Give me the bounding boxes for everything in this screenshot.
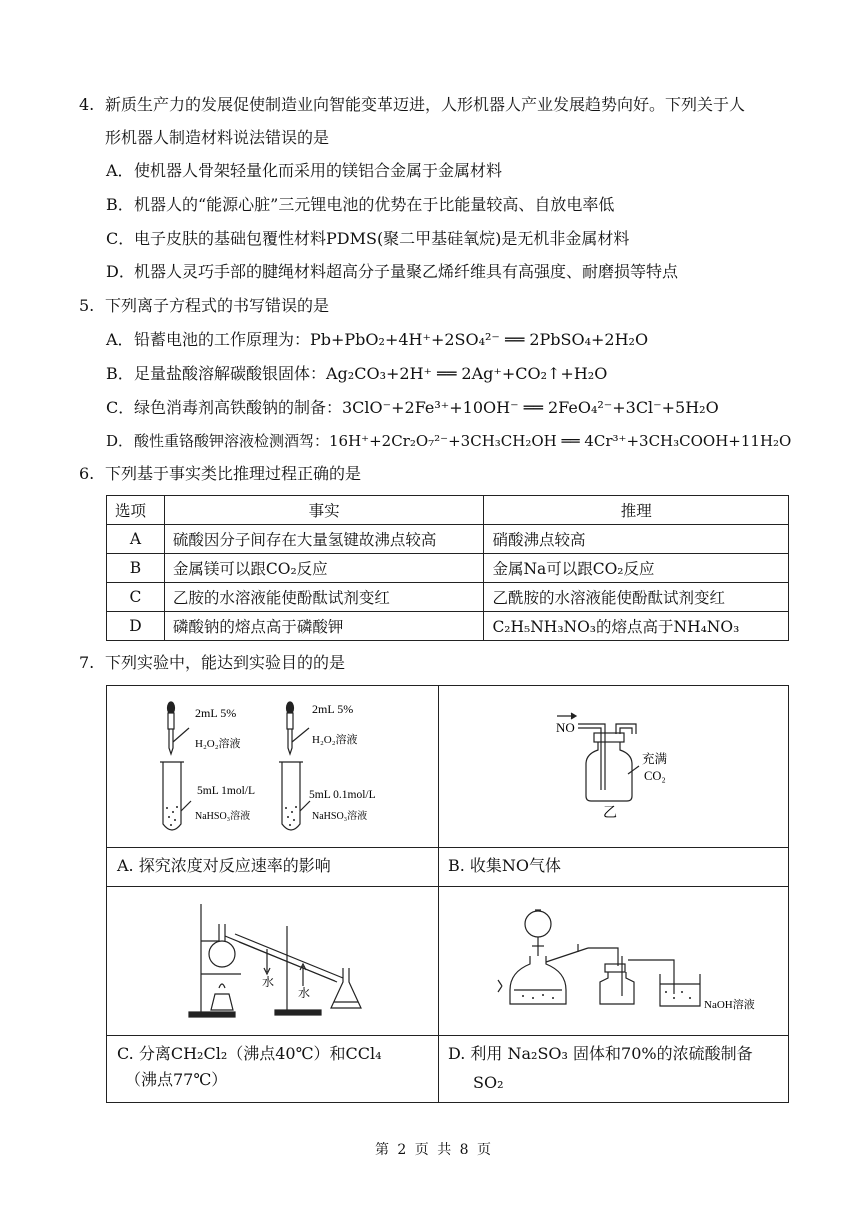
q7-number: 7. [79, 653, 95, 672]
caption-c-line1: C. 分离CH₂Cl₂（沸点40℃）和CCl₄ [117, 1044, 382, 1063]
table-row [107, 554, 789, 583]
caption-b: B. 收集NO气体 [448, 856, 562, 875]
dropper-1-solution: H₂O₂溶液 [195, 738, 241, 750]
header-inference: 推理 [484, 496, 789, 525]
test-tube-figure [107, 686, 438, 847]
row-option: D [107, 612, 165, 641]
row-option: C [107, 583, 165, 612]
q5-stem: 5. 下列离子方程式的书写错误的是 [79, 296, 330, 315]
q5-option-d: D．酸性重铬酸钾溶液检测酒驾：16H⁺+2Cr₂O₇²⁻+3CH₃CH₂OH ══ 4Cr³⁺+3CH₃COOH+11H₂O [106, 432, 792, 450]
caption-d-line2: SO₂ [473, 1073, 504, 1092]
water-in-label-1: 水 [262, 975, 275, 989]
tube-2-label: 5mL 0.1mol/L [309, 789, 376, 801]
grid-divider [107, 1035, 788, 1036]
gas-generation-figure [438, 886, 788, 1035]
q4-option-a: A．使机器人骨架轻量化而采用的镁铝合金属于金属材料 [106, 161, 503, 180]
figure-b [438, 686, 790, 847]
q4-option-c: C．电子皮肤的基础包覆性材料PDMS(聚二甲基硅氧烷)是无机非金属材料 [106, 229, 630, 248]
q7-stem: 7. 下列实验中，能达到实验目的的是 [79, 653, 346, 672]
q5-option-c: C．绿色消毒剂高铁酸钠的制备：3ClO⁻+2Fe³⁺+10OH⁻ ══ 2FeO₄²⁻+3Cl⁻+5H₂O [106, 398, 719, 417]
tube-1-solution: NaHSO₃溶液 [195, 811, 251, 822]
header-option: 选项 [107, 496, 165, 525]
header-fact: 事实 [164, 496, 484, 525]
row-fact: 金属镁可以跟CO₂反应 [164, 554, 484, 583]
row-fact: 磷酸钠的熔点高于磷酸钾 [164, 612, 484, 641]
q4-option-b: B．机器人的“能源心脏”三元锂电池的优势在于比能量较高、自放电率低 [106, 195, 615, 214]
water-in-label-2: 水 [298, 986, 311, 1000]
q5-number: 5. [79, 296, 95, 315]
bottle-label: 乙 [603, 806, 617, 821]
page-footer: 第 2 页 共 8 页 [374, 1142, 494, 1158]
dropper-2-solution: H₂O₂溶液 [312, 734, 358, 746]
row-inference: 乙酰胺的水溶液能使酚酞试剂变红 [484, 583, 789, 612]
q4-stem-line2: 形机器人制造材料说法错误的是 [105, 128, 330, 147]
q7-experiment-grid [106, 685, 789, 1103]
q4-stem-line1: 4. 新质生产力的发展促使制造业向智能变革迈进，人形机器人产业发展趋势向好。下列关于人 [79, 95, 746, 114]
gas-inlet-label: NO [556, 720, 575, 735]
distillation-figure [107, 886, 438, 1035]
row-inference: 硝酸沸点较高 [484, 525, 789, 554]
row-inference: C₂H₅NH₃NO₃的熔点高于NH₄NO₃ [484, 612, 789, 641]
q6-number: 6. [79, 464, 95, 483]
dropper-2-label: 2mL 5% [312, 702, 354, 716]
caption-a: A. 探究浓度对反应速率的影响 [117, 856, 331, 875]
q6-table [106, 495, 789, 641]
table-row [107, 612, 789, 641]
fill-label-1: 充满 [642, 752, 668, 766]
tube-1-label: 5mL 1mol/L [197, 785, 256, 797]
table-header-row [107, 496, 789, 525]
q5-option-b: B．足量盐酸溶解碳酸银固体：Ag₂CO₃+2H⁺ ══ 2Ag⁺+CO₂↑+H₂O [106, 364, 608, 383]
figure-d [438, 886, 790, 1035]
caption-c-line2: （沸点77℃） [125, 1070, 228, 1089]
figure-a [107, 686, 438, 847]
table-row [107, 583, 789, 612]
figure-c [107, 886, 438, 1035]
row-fact: 乙胺的水溶液能使酚酞试剂变红 [164, 583, 484, 612]
q4-option-d: D．机器人灵巧手部的腱绳材料超高分子量聚乙烯纤维具有高强度、耐磨损等特点 [106, 262, 679, 281]
row-option: A [107, 525, 165, 554]
q4-number: 4. [79, 95, 95, 114]
row-fact: 硫酸因分子间存在大量氢键故沸点较高 [164, 525, 484, 554]
caption-d-line1: D. 利用 Na₂SO₃ 固体和70%的浓硫酸制备 [448, 1044, 753, 1063]
row-option: B [107, 554, 165, 583]
gas-bottle-figure [438, 686, 788, 847]
table-row [107, 525, 789, 554]
q6-stem: 6. 下列基于事实类比推理过程正确的是 [79, 464, 362, 483]
grid-divider [107, 847, 788, 848]
beaker-label: NaOH溶液 [704, 999, 755, 1011]
q5-option-a: A．铅蓄电池的工作原理为：Pb+PbO₂+4H⁺+2SO₄²⁻ ══ 2PbSO₄+2H₂O [106, 330, 649, 349]
row-inference: 金属Na可以跟CO₂反应 [484, 554, 789, 583]
tube-2-solution: NaHSO₃溶液 [312, 811, 368, 822]
fill-label-2: CO₂ [644, 769, 666, 783]
dropper-1-label: 2mL 5% [195, 706, 237, 720]
